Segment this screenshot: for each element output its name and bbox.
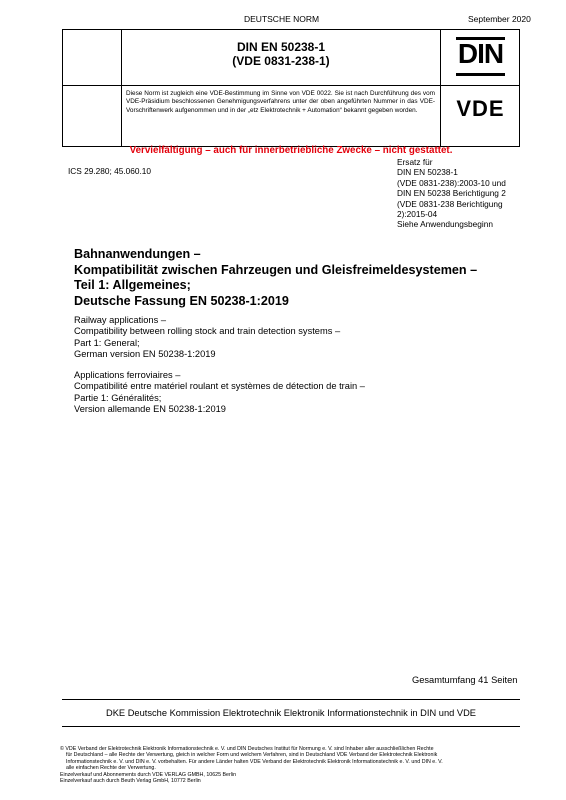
replacement-info	[397, 157, 527, 230]
replacement-line: DIN EN 50238-1	[397, 167, 458, 178]
title-french-line: Applications ferroviaires –	[74, 370, 181, 380]
sales-line: Einzelverkauf auch durch Beuth Verlag GmbH, 10772 Berlin	[60, 778, 201, 785]
din-logo	[441, 37, 520, 76]
publication-date: September 2020	[468, 14, 531, 24]
ics-code: ICS 29.280; 45.060.10	[68, 166, 152, 176]
divider	[62, 85, 520, 86]
title-english-line: German version EN 50238-1:2019	[74, 348, 216, 359]
replacement-line: Siehe Anwendungsbeginn	[397, 219, 493, 230]
title-french-line: Version allemande EN 50238-1:2019	[74, 403, 226, 414]
replacement-line: 2):2015-04	[397, 209, 438, 220]
replacement-line: Ersatz für	[397, 157, 433, 167]
divider	[62, 699, 520, 700]
document-number-line: (VDE 0831-238-1)	[232, 54, 330, 68]
title-german-line: Kompatibilität zwischen Fahrzeugen und Gleisfreimeldesystemen –	[74, 262, 478, 277]
title-english	[74, 315, 340, 360]
document-number	[122, 40, 440, 68]
replacement-line: (VDE 0831-238):2003-10 und	[397, 177, 506, 188]
sales-line: Einzelverkauf und Abonnements durch VDE VERLAG GMBH, 10625 Berlin	[60, 771, 237, 778]
din-logo-text: DIN	[457, 38, 504, 69]
replacement-line: (VDE 0831-238 Berichtigung	[397, 198, 503, 209]
copyright-line: alle einfachen Rechte der Verwertung.	[66, 765, 156, 772]
title-english-line: Compatibility between rolling stock and train detection systems –	[74, 326, 341, 337]
title-german-line: Teil 1: Allgemeines;	[74, 278, 191, 292]
title-french-line: Compatibilité entre matériel roulant et systèmes de détection de train –	[74, 381, 365, 392]
copyright-line: © VDE Verband der Elektrotechnik Elektronik Informationstechnik e. V. und DIN Deutsches Institut für Normung e. V. sind Inhaber aller ausschließlichen Rechte	[60, 746, 434, 752]
copyright-notice	[60, 746, 522, 784]
reproduction-warning: Vervielfältigung – auch für innerbetriebliche Zwecke – nicht gestattet.	[129, 145, 453, 156]
title-english-line: Part 1: General;	[74, 337, 140, 348]
title-french	[74, 370, 365, 415]
title-english-line: Railway applications –	[74, 315, 166, 325]
title-german-line: Bahnanwendungen –	[74, 247, 201, 261]
copyright-line: Informationstechnik e. V. und DIN e. V. vorbehalten. Für andere Länder halten VDE Verband der Elektrotechnik Elektronik Informationstechnik e. V. und DIN e. V.	[66, 758, 443, 765]
replacement-line: DIN EN 50238 Berichtigung 2	[397, 188, 506, 199]
committee: DKE Deutsche Kommission Elektrotechnik Elektronik Informationstechnik in DIN und VDE	[106, 708, 476, 718]
total-pages: Gesamtumfang 41 Seiten	[412, 675, 518, 685]
standard-type: DEUTSCHE NORM	[244, 14, 320, 24]
title-german	[74, 247, 477, 309]
vde-logo	[441, 96, 520, 122]
copyright-line: für Deutschland – alle Rechte der Verwertung, gleich in welcher Form und welchem Verfahren, sind in Deutschland VDE Verband der Elektrotechnik Elektronik	[66, 752, 438, 759]
divider	[62, 726, 520, 727]
document-number-line: DIN EN 50238-1	[236, 40, 326, 54]
vde-logo-text: VDE	[456, 96, 505, 121]
title-french-line: Partie 1: Généralités;	[74, 392, 162, 403]
vde-notice: Diese Norm ist zugleich eine VDE-Bestimmung im Sinne von VDE 0022. Sie ist nach Durchführung des vom VDE-Präsidium beschlossenen Genehmigungsverfahrens unter der oben angeführten Nummer in das VDE-Vorschriftenwerk aufgenommen und in der „etz Elektrotechnik + Automation“ bekannt gegeben worden.	[126, 90, 435, 114]
title-german-line: Deutsche Fassung EN 50238-1:2019	[74, 293, 289, 308]
